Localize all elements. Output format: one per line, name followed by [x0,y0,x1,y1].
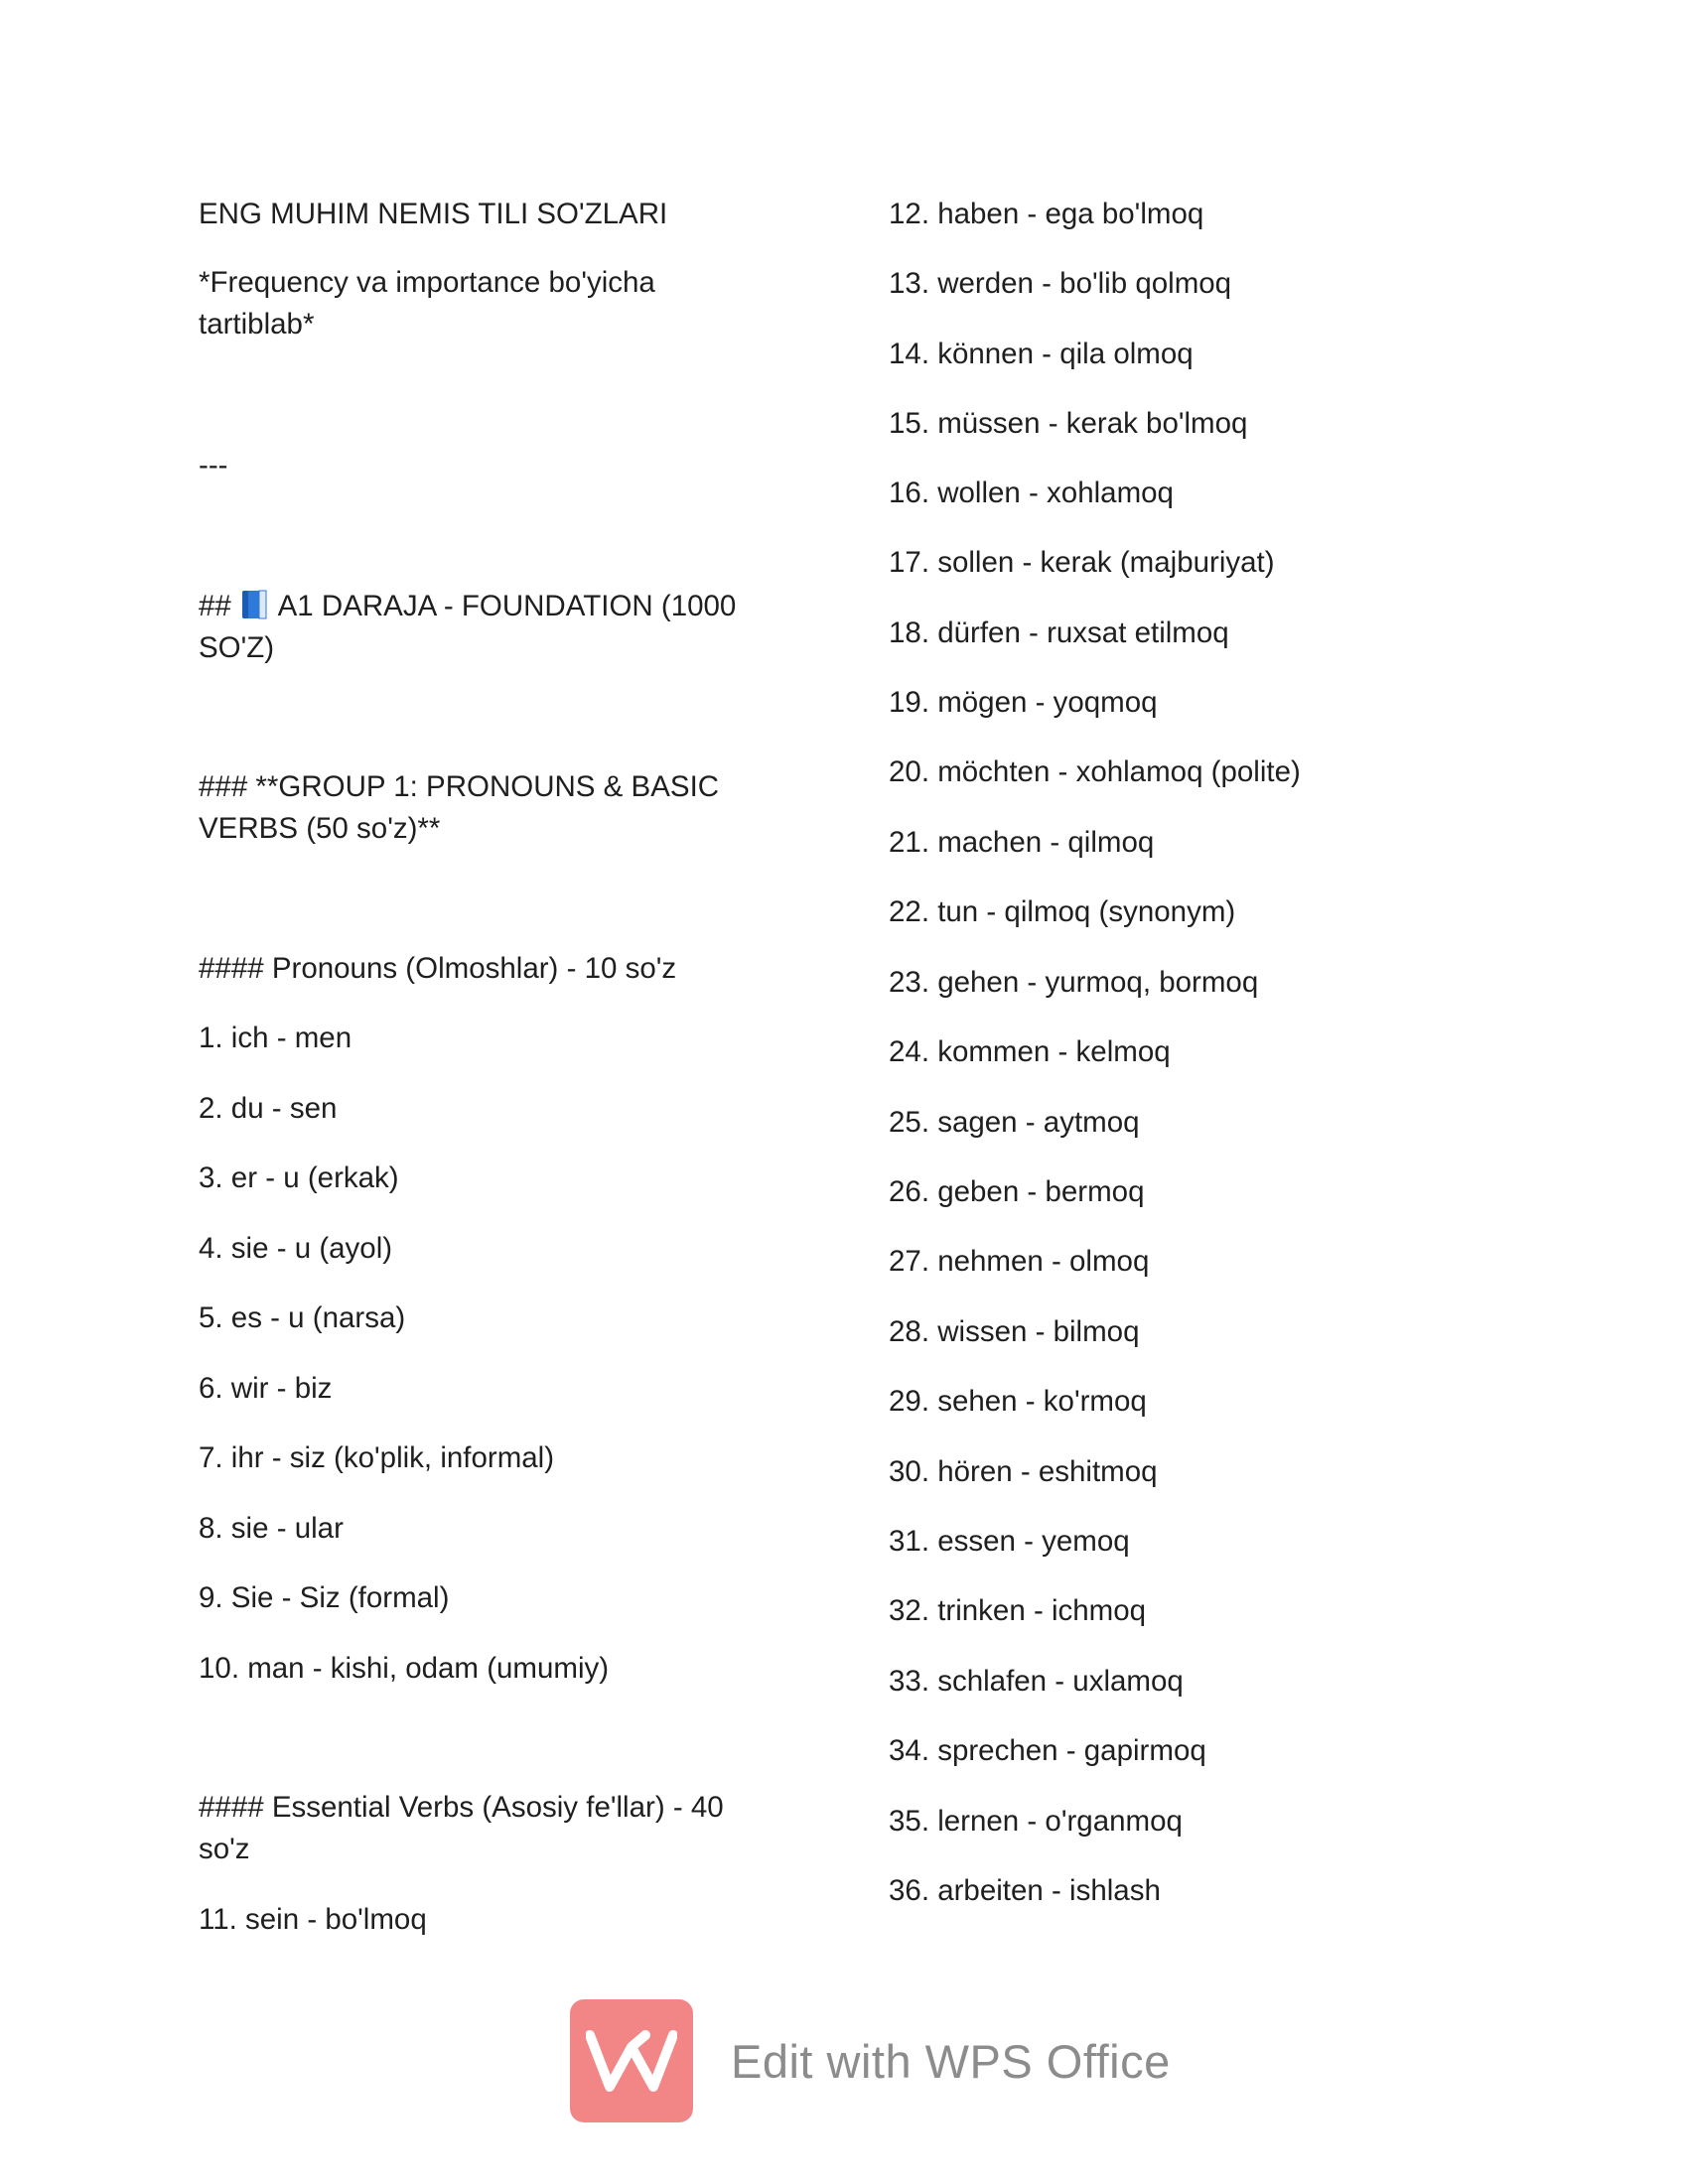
level-heading [199,586,755,669]
list-item: 21. machen - qilmoq [889,826,1155,859]
list-item: 6. wir - biz [199,1372,333,1405]
list-item: 13. werden - bo'lib qolmoq [889,267,1232,300]
verbs-heading: #### Essential Verbs (Asosiy fe'llar) - 40 so'z [199,1791,724,1865]
list-item: 14. können - qila olmoq [889,338,1194,370]
list-item: 5. es - u (narsa) [199,1301,406,1334]
level-heading-text: A1 DARAJA - FOUNDATION (1000 SO'Z) [199,590,737,664]
list-item: 35. lernen - o'rganmoq [889,1805,1183,1838]
list-item: 24. kommen - kelmoq [889,1035,1171,1068]
list-item: 28. wissen - bilmoq [889,1315,1140,1348]
list-item: 9. Sie - Siz (formal) [199,1581,450,1614]
list-item: 20. möchten - xohlamoq (polite) [889,755,1301,788]
group-heading: ### **GROUP 1: PRONOUNS & BASIC VERBS (50 so'z)** [199,770,720,845]
list-item: 34. sprechen - gapirmoq [889,1734,1206,1767]
level-heading-prefix: ## [199,590,231,622]
list-item: 1. ich - men [199,1022,352,1054]
list-item: 4. sie - u (ayol) [199,1232,393,1265]
list-item: 8. sie - ular [199,1512,344,1545]
list-item: 11. sein - bo'lmoq [199,1903,427,1936]
wps-w-mark-icon [586,2029,677,2093]
list-item: 30. hören - eshitmoq [889,1455,1158,1488]
list-item: 17. sollen - kerak (majburiyat) [889,546,1275,579]
list-item: 25. sagen - aytmoq [889,1106,1140,1139]
separator: --- [199,449,228,481]
document-title: ENG MUHIM NEMIS TILI SO'ZLARI [199,198,668,230]
list-item: 16. wollen - xohlamoq [889,477,1174,509]
wps-office-logo-icon[interactable] [570,1999,693,2122]
list-item: 33. schlafen - uxlamoq [889,1665,1184,1698]
list-item: 27. nehmen - olmoq [889,1245,1150,1278]
list-item: 36. arbeiten - ishlash [889,1874,1161,1907]
list-item: 15. müssen - kerak bo'lmoq [889,407,1248,440]
list-item: 29. sehen - ko'rmoq [889,1385,1147,1418]
list-item: 2. du - sen [199,1092,338,1125]
list-item: 26. geben - bermoq [889,1175,1145,1208]
list-item: 19. mögen - yoqmoq [889,686,1158,719]
list-item: 18. dürfen - ruxsat etilmoq [889,616,1229,649]
wps-edit-banner[interactable] [570,1999,1171,2122]
wps-edit-label[interactable]: Edit with WPS Office [731,2034,1171,2088]
list-item: 3. er - u (erkak) [199,1161,399,1194]
list-item: 7. ihr - siz (ko'plik, informal) [199,1441,555,1474]
list-item: 22. tun - qilmoq (synonym) [889,895,1236,928]
pronouns-heading: #### Pronouns (Olmoshlar) - 10 so'z [199,952,677,985]
list-item: 32. trinken - ichmoq [889,1594,1147,1627]
document-subtitle: *Frequency va importance bo'yicha tartiblab* [199,266,655,341]
list-item: 31. essen - yemoq [889,1525,1130,1558]
list-item: 23. gehen - yurmoq, bormoq [889,966,1259,999]
blue-book-icon [241,590,267,619]
list-item: 10. man - kishi, odam (umumiy) [199,1652,610,1685]
list-item: 12. haben - ega bo'lmoq [889,198,1204,230]
